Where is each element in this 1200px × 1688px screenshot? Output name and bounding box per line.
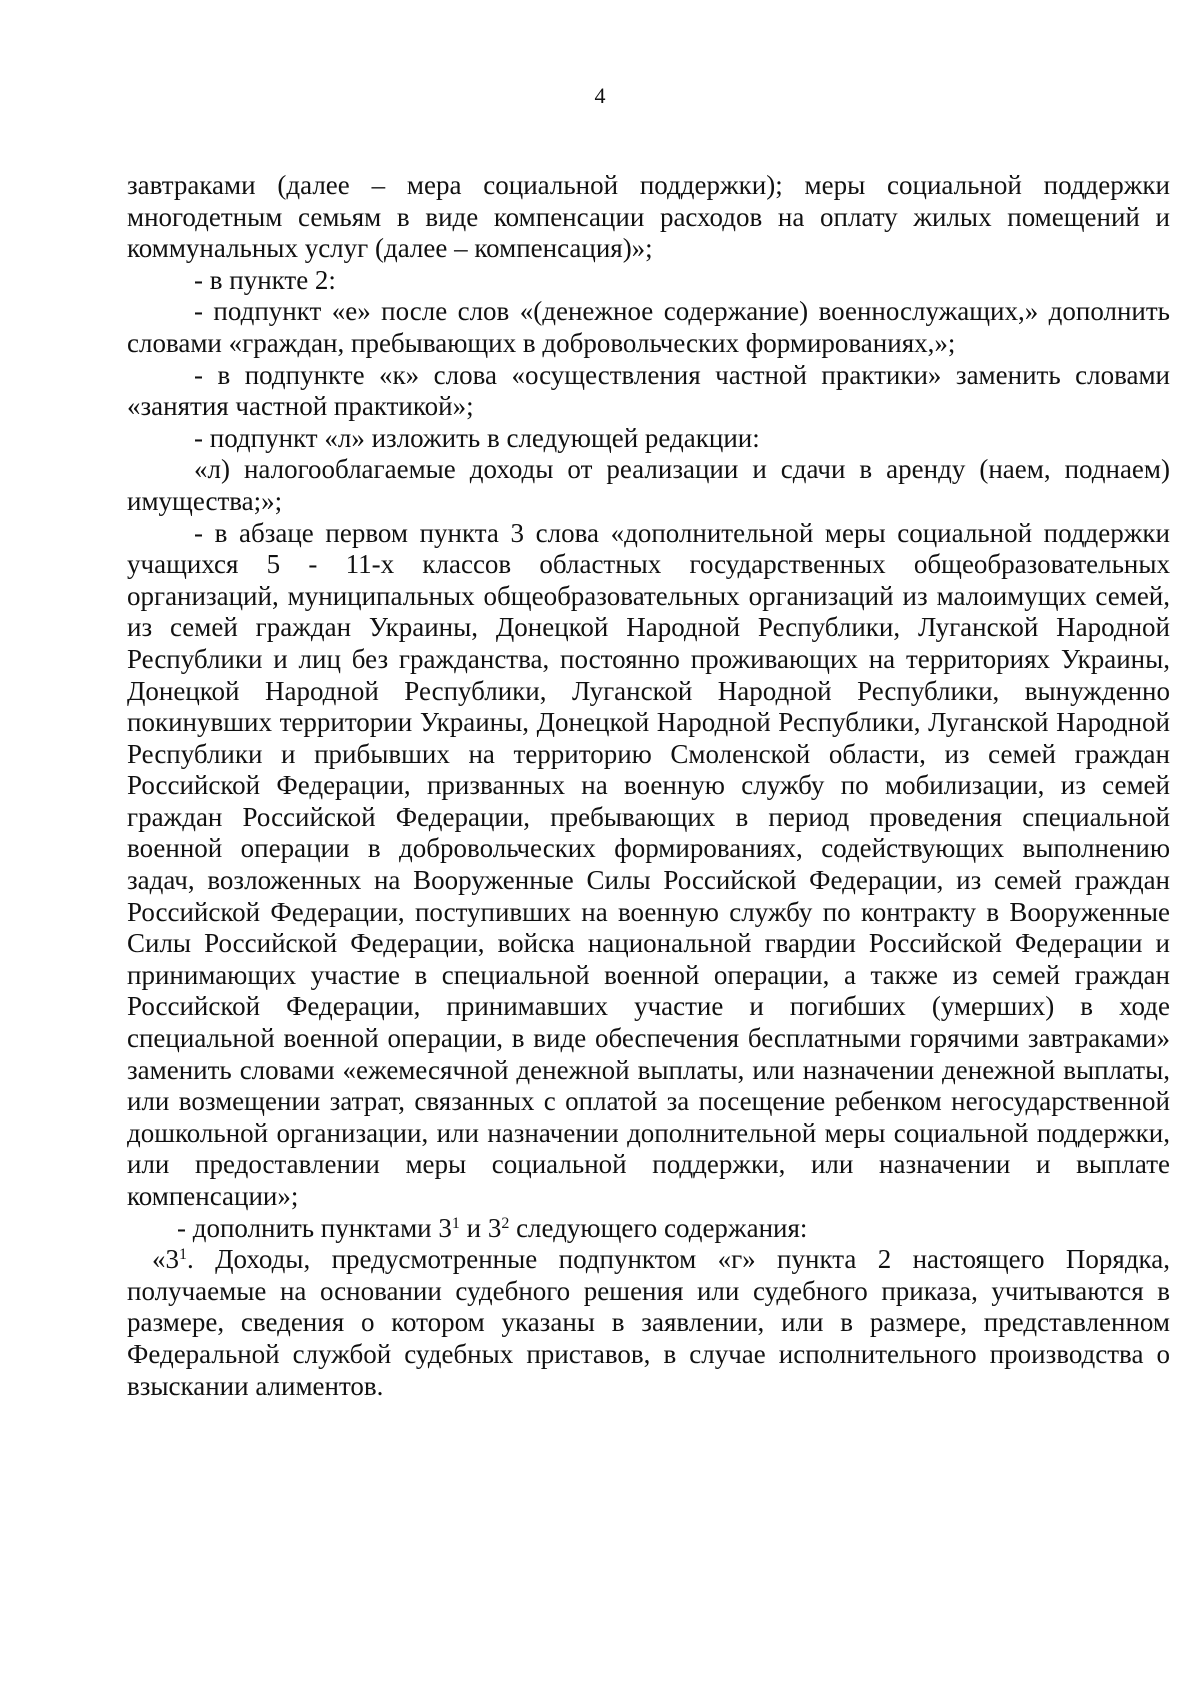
page-number: 4	[594, 83, 606, 108]
paragraph: - в пункте 2:	[194, 264, 336, 295]
paragraph: «л) налогооблагаемые доходы от реализации и сдачи в аренду (наем, поднаем) имущества;»;	[127, 454, 1170, 516]
paragraph: - подпункт «е» после слов «(денежное содержание) военнослужащих,» дополнить словами «граждан, пребывающих в добровольческих формированиях,»;	[127, 296, 1170, 358]
superscript: 1	[451, 1214, 460, 1232]
paragraph-text: . Доходы, предусмотренные подпунктом «г» пункта 2 настоящего Порядка, получаемые на основании судебного решения или судебного приказа, учитываются в размере, сведения о котором указаны в заявлении, или в размере, представленном Федеральной службой судебных приставов, в случае исполнительного производства о взыскании алиментов.	[127, 1244, 1170, 1401]
paragraph-text: «3	[152, 1244, 179, 1275]
superscript: 2	[501, 1214, 510, 1232]
paragraph: - в абзаце первом пункта 3 слова «дополнительной меры социальной поддержки учащихся 5 - 11-х классов областных государственных общеобразовательных организаций, муниципальных общеобразовательных организаций из малоимущих семей, из семей граждан Украины, Донецкой Народной Республики, Луганской Народной Республики и лиц без гражданства, постоянно проживающих на территориях Украины, Донецкой Народной Республики, Луганской Народной Республики, вынужденно покинувших территории Украины, Донецкой Народной Республики, Луганской Народной Республики и прибывших на территорию Смоленской области, из семей граждан Российской Федерации, призванных на военную службу по мобилизации, из семей граждан Российской Федерации, пребывающих в период проведения специальной военной операции в добровольческих формированиях, содействующих выполнению задач, возложенных на Вооруженные Силы Российской Федерации, из семей граждан Российской Федерации, поступивших на военную службу по контракту в Вооруженные Силы Российской Федерации, войска национальной гвардии Российской Федерации и принимающих участие в специальной военной операции, а также из семей граждан Российской Федерации, принимавших участие и погибших (умерших) в ходе специальной военной операции, в виде обеспечения бесплатными горячими завтраками» заменить словами «ежемесячной денежной выплаты, или назначении денежной выплаты, или возмещении затрат, связанных с оплатой за посещение ребенком негосударственной дошкольной организации, или назначении дополнительной меры социальной поддержки, или предоставлении меры социальной поддержки, или назначении и выплате компенсации»;	[127, 517, 1170, 1211]
paragraph	[127, 1213, 1170, 1245]
paragraph-text: и 3	[459, 1212, 502, 1243]
paragraph: - в подпункте «к» слова «осуществления частной практики» заменить словами «занятия частной практикой»;	[127, 359, 1170, 422]
paragraph-text: - дополнить пунктами 3	[177, 1212, 452, 1243]
paragraph	[127, 1244, 1170, 1402]
paragraph: завтраками (далее – мера социальной поддержки); меры социальной поддержки многодетным семьям в виде компенсации расходов на оплату жилых помещений и коммунальных услуг (далее – компенсация)»;	[127, 170, 1170, 264]
paragraph: - подпункт «л» изложить в следующей редакции:	[194, 422, 760, 453]
superscript: 1	[179, 1246, 187, 1264]
paragraph-text: следующего содержания:	[509, 1212, 808, 1243]
document-body	[127, 170, 1170, 1402]
